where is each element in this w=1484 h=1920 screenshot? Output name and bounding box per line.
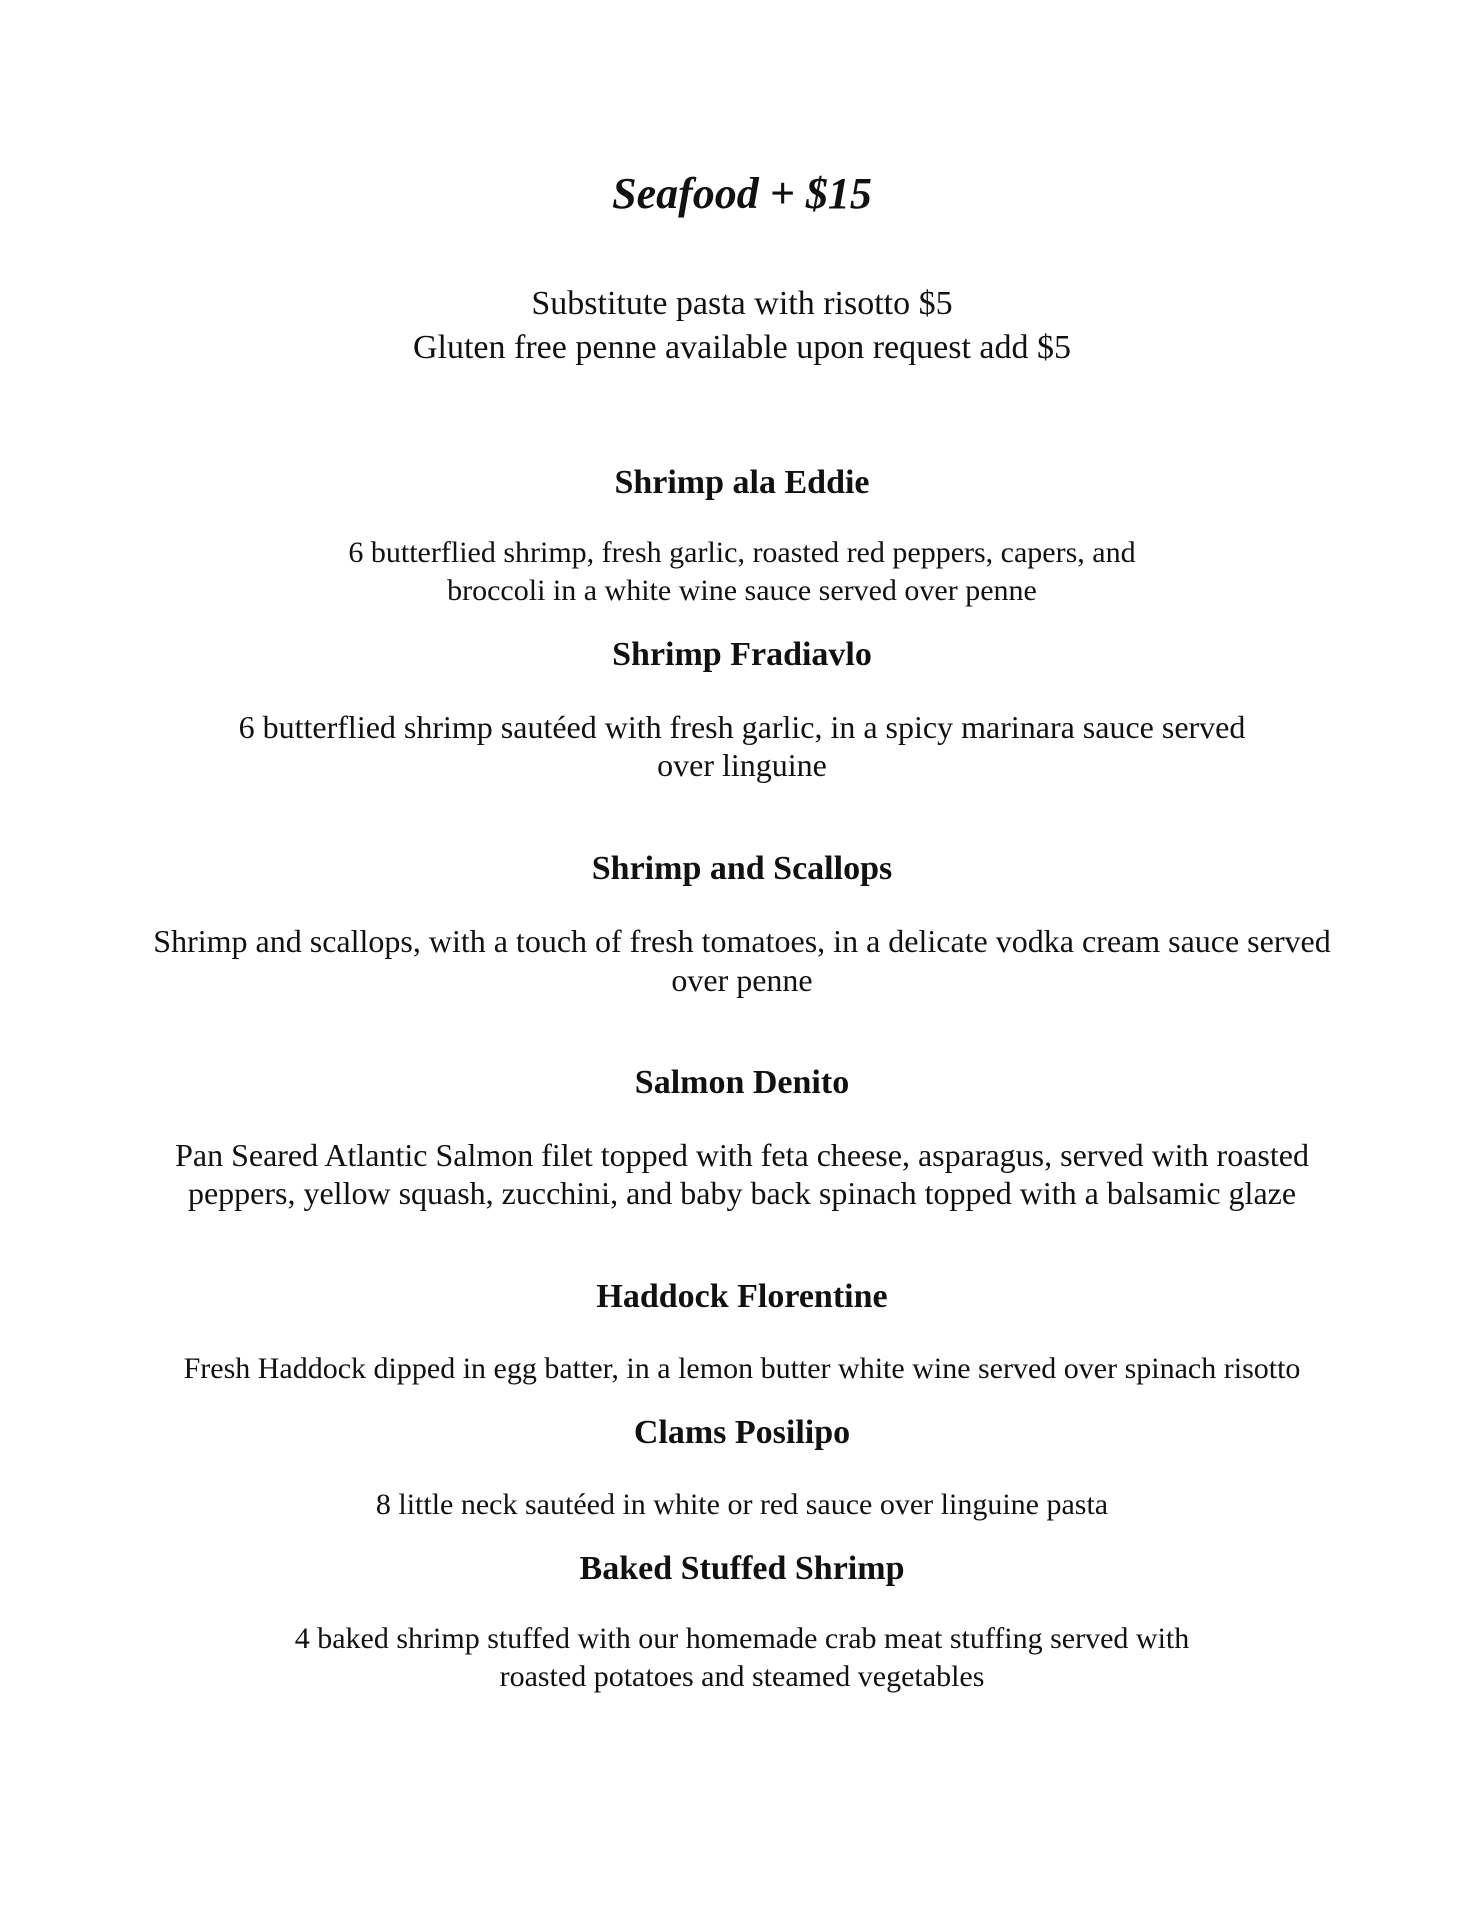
dish-description-line: Fresh Haddock dipped in egg batter, in a lemon butter white wine served over spinach risotto xyxy=(183,1352,1301,1385)
dish-description-line: 4 baked shrimp stuffed with our homemade crab meat stuffing served with xyxy=(294,1622,1190,1655)
dish-name-haddock-florentine: Haddock Florentine xyxy=(596,1278,888,1315)
dish-description-line: 6 butterflied shrimp, fresh garlic, roasted red peppers, capers, and xyxy=(348,536,1136,569)
dish-name-shrimp-and-scallops: Shrimp and Scallops xyxy=(591,850,893,887)
gluten-free-note: Gluten free penne available upon request add $5 xyxy=(412,329,1072,366)
dish-name-baked-stuffed-shrimp: Baked Stuffed Shrimp xyxy=(579,1550,905,1587)
dish-description-line: broccoli in a white wine sauce served over penne xyxy=(447,574,1037,607)
dish-description-line: Pan Seared Atlantic Salmon filet topped with feta cheese, asparagus, served with roasted xyxy=(175,1137,1309,1173)
dish-description-line: over linguine xyxy=(657,747,827,783)
dish-description-line: 8 little neck sautéed in white or red sauce over linguine pasta xyxy=(375,1488,1109,1521)
dish-name-clams-posilipo: Clams Posilipo xyxy=(633,1414,851,1451)
dish-name-shrimp-ala-eddie: Shrimp ala Eddie xyxy=(614,464,870,501)
dish-description-line: roasted potatoes and steamed vegetables xyxy=(499,1660,985,1693)
page-title: Seafood + $15 xyxy=(612,169,872,218)
dish-description-line: 6 butterflied shrimp sautéed with fresh garlic, in a spicy marinara sauce served xyxy=(238,709,1246,745)
dish-description-line: over penne xyxy=(671,962,813,998)
dish-name-salmon-denito: Salmon Denito xyxy=(634,1064,850,1101)
pasta-substitution-note: Substitute pasta with risotto $5 xyxy=(531,285,953,322)
dish-description-line: peppers, yellow squash, zucchini, and baby back spinach topped with a balsamic glaze xyxy=(187,1175,1297,1211)
dish-name-shrimp-fradiavlo: Shrimp Fradiavlo xyxy=(612,636,872,673)
dish-description-line: Shrimp and scallops, with a touch of fresh tomatoes, in a delicate vodka cream sauce served xyxy=(153,923,1331,959)
